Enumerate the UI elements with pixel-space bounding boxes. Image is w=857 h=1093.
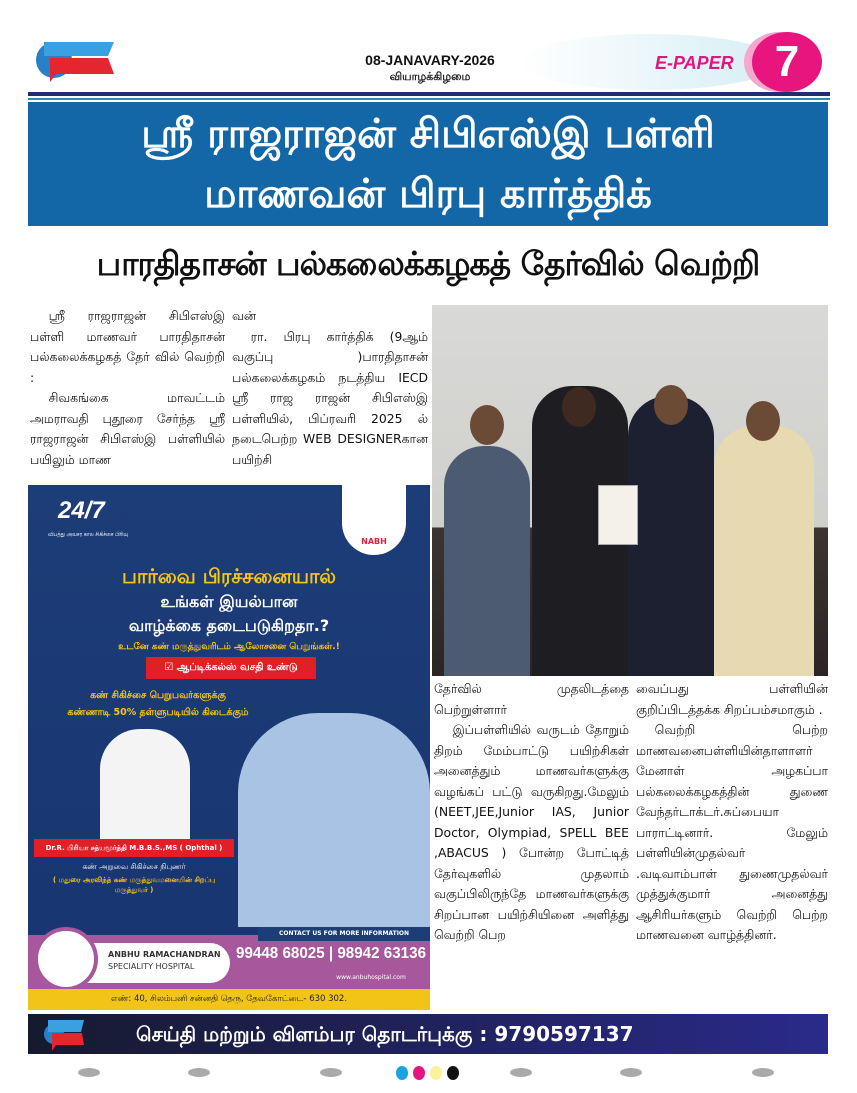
paragraph: இப்பள்ளியில் வருடம் தோறும் திறம் மேம்பாட்டு பயிற்சிகள் அனைத்தும் மாணவர்களுக்கு வழங்கப் பட்டு வருகிறது.மேலும் (NEET,JEE,Junior IAS, Junior Doctor, Olympiad, SPELL BEE ,ABACUS ) போன்ற போட்டித் தேர்வுகளில் முதலாம் வகுப்பிலிருந்தே மாணவர்களுக்கு சிறப்பான பயிற்சியினை அளித்து வெற்றி பெற [434, 722, 629, 942]
hospital-name-line-text: SPECIALITY HOSPITAL [108, 962, 195, 971]
badge-247-text [48, 531, 128, 539]
doctor-note: ( மதுரை அரவிந்த் கண் மருத்துவமனையின் சிறப்பு மருத்துவர் ) [52, 876, 216, 894]
headline-line1 [28, 104, 828, 164]
contact-label-text: CONTACT US FOR MORE INFORMATION [278, 930, 410, 937]
article-column-1 [30, 306, 225, 482]
badge-247-text-text: விபத்து அவசர கால சிகிச்சை பிரிவு [48, 531, 129, 538]
footer-contact-bar-text: செய்தி மற்றும் விளம்பர தொடர்புக்கு : 9790597137 [136, 1022, 634, 1046]
paragraph: தேர்வில் முதலிடத்தை பெற்றுள்ளார் [434, 681, 629, 717]
hospital-address [28, 989, 430, 1010]
optical-badge-text: ☑ ஆப்டிக்கல்ஸ் வசதி உண்டு [164, 662, 298, 673]
article-column-2 [232, 306, 428, 482]
registration-mark [320, 1068, 342, 1077]
divider [28, 98, 830, 100]
ad-headline [28, 563, 430, 589]
header-swoosh [520, 34, 780, 90]
doctor-role [34, 861, 234, 872]
badge-247: 24/7 [58, 497, 105, 524]
issue-day: வியாழக்கிழமை [389, 70, 471, 83]
hospital-website-text: www.anbuhospital.com [336, 974, 406, 981]
hospital-name-line-text: ANBHU RAMACHANDRAN [108, 950, 221, 959]
registration-mark [188, 1068, 210, 1077]
hospital-advertisement [28, 485, 430, 1010]
paragraph: சிவகங்கை மாவட்டம் அமராவதி புதூரை சேர்ந்த ஸ்ரீ ராஜராஜன் சிபிஎஸ்இ பள்ளியில் பயிலும் மாண [30, 390, 225, 467]
registration-mark [620, 1068, 642, 1077]
nabh-logo: NABH [342, 485, 406, 555]
article-column-3 [434, 679, 629, 1009]
hospital-phones-text: 99448 68025 | 98942 63136 [236, 945, 427, 962]
doctor-name [34, 839, 234, 857]
doctor-name-text: Dr.R. பிரியா சத்யமூர்த்தி M.B.B.S.,MS ( Ophthal ) [45, 844, 223, 852]
issue-date: 08-JANAVARY-2026 [365, 52, 495, 68]
cmyk-black-mark [447, 1066, 459, 1080]
ad-headline-text: உங்கள் இயல்பான [160, 592, 298, 611]
headline-band [28, 102, 828, 226]
ad-offer [28, 689, 288, 703]
ad-headline [28, 591, 430, 613]
hospital-website [318, 973, 424, 982]
page-number: 7 [752, 32, 822, 92]
paragraph: வெற்றி பெற்ற மாணவனைபள்ளியின்தாளாளர் மேனாள் அழகப்பா பல்கலைக்கழகத்தின் துணை வேந்தர்டாக்டர்.சுப்பையா பாராட்டினார். மேலும் பள்ளியின்முதல்வர் .வடிவாம்பாள் துணைமுதல்வர் முத்துக்குமார் அனைத்து ஆசிரியர்களும் வெற்றி பெற்ற மாணவனை வாழ்த்தினர். [636, 722, 828, 942]
paragraph: வன் [232, 308, 256, 323]
headline-line1-text: ஸ்ரீ ராஜராஜன் சிபிஎஸ்இ பள்ளி [141, 111, 715, 157]
ad-headline-text: பார்வை பிரச்சனையால் [121, 564, 337, 588]
paragraph: ஸ்ரீ ராஜராஜன் சிபிஎஸ்இ பள்ளி மாணவர் பாரதிதாசன் பல்கலைக்கழகத் தேர் வில் வெற்றி : [30, 308, 225, 385]
ad-offer-text: கண்ணாடி 50% தள்ளுபடியில் கிடைக்கும் [67, 707, 249, 718]
paragraph: ரா. பிரபு கார்த்திக் (9ஆம் வகுப்பு )பாரதிதாசன் பல்கலைக்கழகம் நடத்திய IECD ஸ்ரீ ராஜ ராஜன் சிபிஎஸ்இ பள்ளியில், பிப்ரவரி 2025 ல் நடைபெற்ற WEB DESIGNERகான பயிற்சி [232, 328, 428, 467]
ad-offer-text: கண் சிகிச்சை பெறுபவர்களுக்கு [90, 690, 226, 701]
cmyk-magenta-mark [413, 1066, 425, 1080]
newspaper-logo [36, 36, 118, 84]
hospital-address-text: எண்: 40, சிலம்பனி சன்னதி தெரு, தேவகோட்டை- 630 302. [110, 994, 348, 1004]
doctor-photo [100, 729, 190, 839]
headline-line2-text: மாணவன் பிரபு கார்த்திக் [204, 171, 652, 217]
registration-mark [752, 1068, 774, 1077]
contact-label [258, 927, 430, 941]
ad-tagline [28, 641, 430, 653]
registration-mark [78, 1068, 100, 1077]
article-column-4 [636, 679, 828, 1009]
hospital-name-line [108, 949, 224, 961]
divider [28, 92, 830, 96]
hospital-phones [236, 944, 426, 964]
patient-photo [238, 713, 430, 927]
footer-contact-bar [28, 1014, 828, 1054]
ad-headline-text: வாழ்க்கை தடைபடுகிறதா.? [128, 616, 330, 635]
subheadline-text: பாரதிதாசன் பல்கலைக்கழகத் தேர்வில் வெற்றி [96, 244, 760, 283]
headline-line2 [28, 164, 828, 224]
ad-headline [28, 615, 430, 637]
optical-badge [146, 657, 316, 679]
hospital-logo [34, 927, 98, 991]
edition-label: E-PAPER [655, 53, 734, 73]
ad-offer [28, 706, 288, 720]
certificate [598, 485, 638, 545]
paragraph: வைப்பது பள்ளியின் குறிப்பிடத்தக்க சிறப்பம்சமாகும் . [636, 681, 828, 717]
cmyk-yellow-mark [430, 1066, 442, 1080]
subheadline [28, 234, 828, 294]
registration-mark [510, 1068, 532, 1077]
hospital-name [78, 943, 230, 983]
article-photo [432, 305, 828, 676]
cmyk-cyan-mark [396, 1066, 408, 1080]
ad-tagline-text: உடனே கண் மருத்துவரிடம் ஆலோசனை பெறுங்கள்.! [118, 642, 340, 652]
doctor-role-text: கண் அறுவை சிகிச்சை நிபுணர் [82, 862, 186, 871]
footer-logo [44, 1017, 86, 1051]
hospital-name-line [108, 961, 224, 973]
